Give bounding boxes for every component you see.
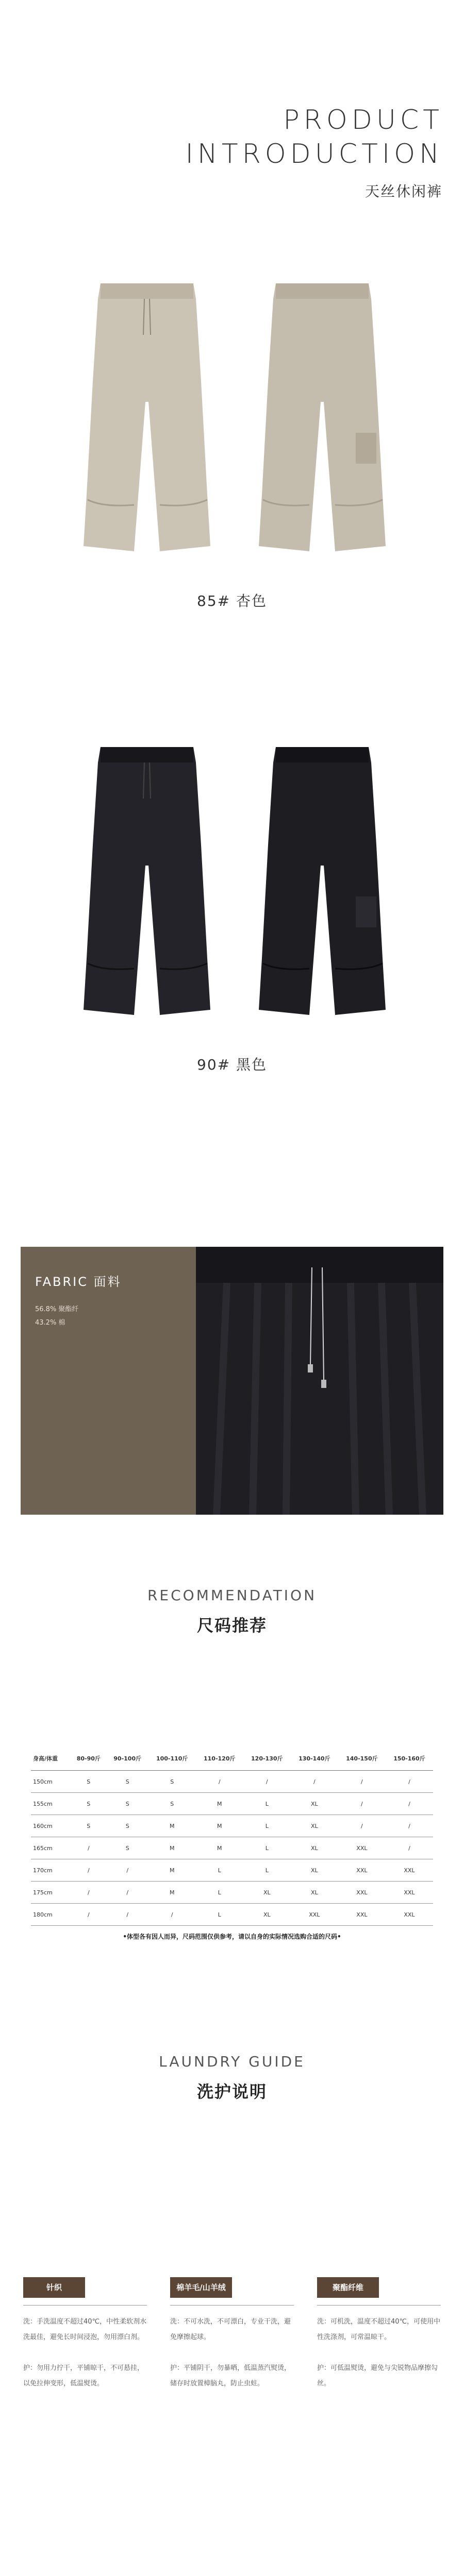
care-text: 洗：可机洗，温度不超过40℃，可使用中性洗涤剂，可常温晾干。 护：可低温熨烫，避免与尖锐物品摩擦勾丝。 (317, 2318, 441, 2387)
table-row (31, 1793, 433, 1815)
care-section-title-zh: 洗护说明 (196, 2082, 267, 2102)
table-cell: 175cm (31, 1882, 71, 1904)
care-tag: 棉羊毛/山羊绒 (170, 2277, 232, 2298)
product-subtitle: 天丝休闲裤 (364, 183, 442, 200)
title-line-2: INTRODUCTION (185, 139, 443, 170)
size-header-cell: 120-130斤 (243, 1747, 291, 1771)
size-table-header-row (31, 1747, 433, 1771)
table-cell: L (196, 1882, 243, 1904)
table-cell: M (148, 1882, 196, 1904)
table-cell: L (196, 1904, 243, 1926)
table-cell: S (71, 1815, 107, 1837)
table-cell: S (71, 1793, 107, 1815)
table-cell: L (243, 1837, 291, 1859)
fabric-info-panel (21, 1247, 196, 1515)
table-cell: / (148, 1904, 196, 1926)
table-cell: / (107, 1904, 148, 1926)
table-cell: XL (243, 1882, 291, 1904)
care-text: 洗：手洗温度不超过40℃，中性柔软剂水洗最佳，避免长时间浸泡，勿用漂白剂。 护：勿用力拧干，平铺晾干，不可悬挂，以免拉伸变形，低温熨烫。 (23, 2318, 147, 2387)
table-cell: / (338, 1771, 386, 1793)
table-cell: S (148, 1793, 196, 1815)
table-cell: M (196, 1815, 243, 1837)
table-cell: S (107, 1771, 148, 1793)
table-cell: XXL (386, 1859, 433, 1882)
table-cell: M (148, 1837, 196, 1859)
size-header-cell: 140-150斤 (338, 1747, 386, 1771)
size-header-cell: 90-100斤 (107, 1747, 148, 1771)
size-chart-table (31, 1747, 433, 1926)
fabric-heading: FABRIC 面料 (35, 1275, 122, 1289)
table-cell: XL (291, 1837, 338, 1859)
apricot-pants-front-image (72, 278, 222, 556)
table-cell: XXL (338, 1837, 386, 1859)
care-tag: 聚酯纤维 (317, 2277, 379, 2298)
table-cell: 160cm (31, 1815, 71, 1837)
size-header-cell: 150-160斤 (386, 1747, 433, 1771)
size-header-cell: 身高/体重 (31, 1747, 71, 1771)
table-cell: XXL (338, 1904, 386, 1926)
table-cell: XL (291, 1815, 338, 1837)
apricot-pants-back-image (247, 278, 397, 556)
table-cell: M (148, 1859, 196, 1882)
table-row (31, 1815, 433, 1837)
table-cell: S (71, 1771, 107, 1793)
table-row (31, 1837, 433, 1859)
table-row (31, 1859, 433, 1882)
size-header-cell: 100-110斤 (148, 1747, 196, 1771)
table-row (31, 1904, 433, 1926)
table-cell: XXL (386, 1882, 433, 1904)
size-header-cell: 80-90斤 (71, 1747, 107, 1771)
table-cell: / (71, 1859, 107, 1882)
table-row (31, 1882, 433, 1904)
table-cell: / (338, 1793, 386, 1815)
table-cell: / (386, 1815, 433, 1837)
care-text: 洗：不可水洗，不可漂白，专业干洗，避免摩擦起球。 护：平铺阴干，勿暴晒，低温蒸汽熨烫，储存时放置樟脑丸，防止虫蛀。 (170, 2318, 291, 2387)
table-cell: XXL (291, 1904, 338, 1926)
table-row (31, 1771, 433, 1793)
table-cell: XXL (338, 1882, 386, 1904)
size-section-title-en: RECOMMENDATION (147, 1587, 317, 1604)
table-cell: XL (291, 1859, 338, 1882)
size-header-cell: 130-140斤 (291, 1747, 338, 1771)
table-cell: / (243, 1771, 291, 1793)
table-cell: M (148, 1815, 196, 1837)
care-tag: 针织 (23, 2277, 85, 2298)
table-cell: XXL (386, 1904, 433, 1926)
table-cell: / (386, 1771, 433, 1793)
table-cell: M (196, 1793, 243, 1815)
size-header-cell: 110-120斤 (196, 1747, 243, 1771)
table-cell: 170cm (31, 1859, 71, 1882)
care-divider (23, 2305, 147, 2306)
table-cell: L (243, 1815, 291, 1837)
table-cell: L (243, 1793, 291, 1815)
table-cell: 180cm (31, 1904, 71, 1926)
table-cell: XXL (338, 1859, 386, 1882)
fabric-closeup-image (196, 1247, 443, 1515)
care-section-title-en: LAUNDRY GUIDE (159, 2053, 305, 2070)
table-cell: L (196, 1859, 243, 1882)
size-section-title-zh: 尺码推荐 (196, 1616, 267, 1635)
table-cell: L (243, 1859, 291, 1882)
table-cell: S (148, 1771, 196, 1793)
table-cell: S (107, 1837, 148, 1859)
black-pants-front-image (72, 742, 222, 1020)
table-cell: XL (291, 1793, 338, 1815)
title-line-1: PRODUCT (283, 105, 443, 135)
black-pants-back-image (247, 742, 397, 1020)
table-cell: / (291, 1771, 338, 1793)
fabric-composition-1: 56.8% 聚酯纤 (35, 1306, 79, 1313)
table-cell: / (107, 1859, 148, 1882)
page-title (186, 103, 443, 171)
table-cell: / (386, 1793, 433, 1815)
care-divider (170, 2305, 294, 2306)
table-cell: / (71, 1837, 107, 1859)
table-cell: / (196, 1771, 243, 1793)
table-cell: S (107, 1815, 148, 1837)
black-variant-label: 90# 黑色 (197, 1056, 267, 1073)
table-cell: 155cm (31, 1793, 71, 1815)
apricot-variant-label: 85# 杏色 (197, 592, 267, 609)
table-cell: 165cm (31, 1837, 71, 1859)
care-divider (317, 2305, 441, 2306)
fabric-composition-2: 43.2% 棉 (35, 1319, 65, 1327)
table-cell: / (338, 1815, 386, 1837)
table-cell: S (107, 1793, 148, 1815)
table-cell: / (386, 1837, 433, 1859)
fabric-section (0, 1247, 464, 1515)
table-cell: M (196, 1837, 243, 1859)
table-cell: 150cm (31, 1771, 71, 1793)
table-cell: / (107, 1882, 148, 1904)
table-cell: XL (291, 1882, 338, 1904)
table-cell: / (71, 1882, 107, 1904)
table-cell: XL (243, 1904, 291, 1926)
size-disclaimer-note: •体型各有因人而异，尺码范围仅供参考，请以自身的实际情况选购合适的尺码• (123, 1933, 341, 1940)
table-cell: / (71, 1904, 107, 1926)
